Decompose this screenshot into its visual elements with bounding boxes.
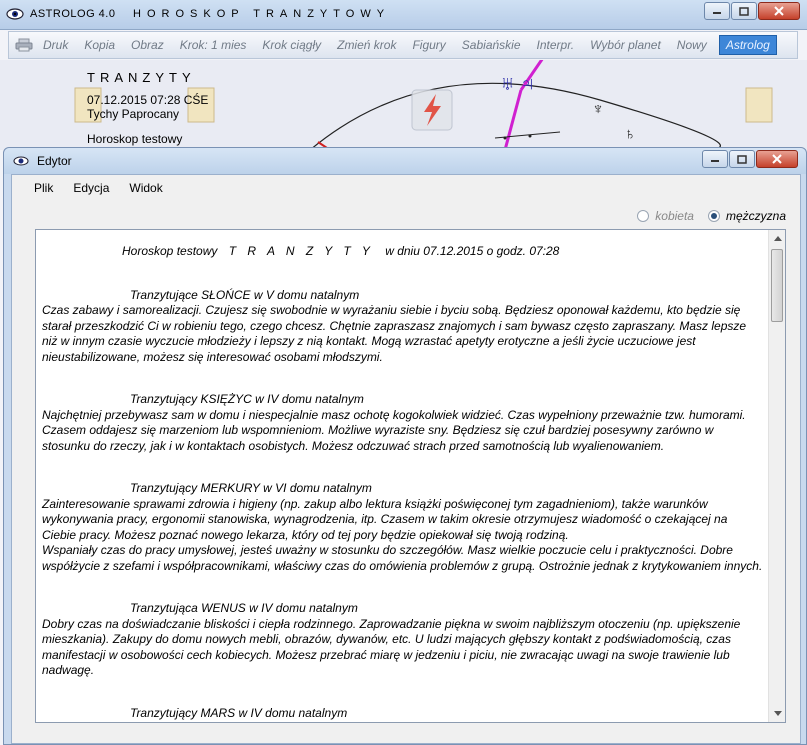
menu-widok[interactable]: Widok [129, 181, 163, 195]
vertical-scrollbar[interactable] [768, 230, 785, 722]
section-title: Tranzytujący MARS w IV domu natalnym [130, 705, 348, 720]
saturn-symbol-icon: ♄ [624, 126, 636, 143]
toolbar-druk[interactable]: Druk [43, 38, 69, 52]
printer-icon[interactable] [15, 38, 33, 52]
main-caption-buttons [703, 2, 800, 20]
main-toolbar [8, 31, 798, 59]
neptune-symbol-icon: ♆ [592, 101, 604, 118]
section-title: Tranzytujący KSIĘŻYC w IV domu natalnym [130, 392, 364, 406]
minimize-icon [712, 7, 722, 15]
interpretation-text [42, 244, 764, 723]
chart-name: Horoskop testowy [87, 132, 183, 146]
radio-mezczyzna-label[interactable]: mężczyzna [725, 209, 786, 223]
main-window-titlebar [0, 0, 807, 30]
toolbar-obraz[interactable]: Obraz [131, 38, 164, 52]
horoscope-chart-area [0, 60, 807, 150]
section-moon [42, 392, 764, 454]
scrollbar-thumb[interactable] [771, 249, 783, 322]
toolbar-sabianskie[interactable]: Sabiańskie [461, 38, 521, 52]
section-paragraph: Wspaniały czas do pracy umysłowej, jesteś uważny w stosunku do szczegółów. Masz wielkie poczucie celu i praktyczności. Dobre współżycie z szefami i współpracownikami, właściwy czas do omówienia problemów z grupą. Ostrożnie jednak z krytykowaniem innych. [42, 543, 763, 573]
editor-maximize-button[interactable] [729, 150, 755, 168]
section-paragraph: Czas zabawy i samorealizacji. Czujesz się swobodnie w wyrażaniu siebie i byciu sobą. Będziesz oponował każdemu, kto będzie się starał przeszkodzić Ci w robieniu tego, czego chcesz. Chętnie zapraszasz znajomych i sam bywasz często zapraszany. Masz lepsze niż w innym czasie wyczucie młodzieży i lepszy z nią kontakt. Mogą wzrastać apetyty erotyczne a jeśli życie uczuciowe jest nieustabilizowane, możesz się interesować osobami młodszymi. [42, 303, 747, 364]
editor-close-button[interactable] [756, 150, 798, 168]
maximize-icon [739, 7, 749, 16]
app-name: ASTROLOG 4.0 [30, 8, 116, 20]
toolbar-nowy[interactable]: Nowy [676, 38, 707, 52]
minimize-icon [710, 155, 720, 163]
minimize-button[interactable] [704, 2, 730, 20]
radio-kobieta[interactable] [637, 210, 649, 222]
section-paragraph: Najchętniej przebywasz sam w domu i niespecjalnie masz ochotę kogokolwiek widzieć. Czas wypełniony przeważnie tzw. humorami. Czasem oddajesz się marzeniom lub wspomnieniom. Możliwe wyraziste sny. Będziesz się czuł bardziej posesywny zarówno w stosunku do rzeczy, jak i w kontaktach osobistych. Możesz odczuwać strach przed samotnością lub wyalienowaniem. [42, 407, 746, 453]
uranus-symbol-icon: ♅ [500, 73, 515, 95]
section-mercury [42, 481, 764, 574]
chart-place: Tychy Paprocany [87, 107, 180, 121]
interpretation-textarea[interactable] [35, 229, 786, 723]
editor-window [3, 147, 807, 745]
section-paragraph: Dobry czas na doświadczanie bliskości i ciepła rodzinnego. Zaprowadzanie piękna w swoim najbliższym otoczeniu (np. upiększenie mieszkania). Zakupy do domu nowych mebli, obrazów, dywanów, etc. U ludzi mających głębszy kontakt z podświadomością, czas manifestacji w osobowości cech kobiecych. Możesz przebrać miarę w jedzeniu i piciu, nie zwracając uwagi na swoje trawienie lub nadwagę. [42, 616, 741, 677]
menu-edycja[interactable]: Edycja [73, 181, 110, 195]
main-window-title [30, 8, 390, 20]
maximize-button[interactable] [731, 2, 757, 20]
toolbar-krok[interactable]: Krok: 1 mies [179, 38, 247, 52]
toolbar-astrolog[interactable]: Astrolog [719, 35, 777, 55]
toolbar-krok-ciagly[interactable]: Krok ciągły [262, 38, 322, 52]
document-header [122, 244, 764, 260]
chevron-down-icon [774, 711, 782, 716]
window-heading: HOROSKOP TRANZYTOWY [133, 8, 391, 20]
jupiter-symbol-icon: ♃ [520, 73, 535, 95]
toolbar-figury[interactable]: Figury [412, 38, 446, 52]
scroll-down-button[interactable] [769, 705, 786, 722]
astrolog-eye-icon [6, 8, 24, 20]
editor-caption-buttons [701, 150, 798, 168]
section-sun [42, 288, 764, 366]
gender-radio-group [623, 209, 786, 223]
editor-title: Edytor [37, 154, 72, 168]
header-name: Horoskop testowy [122, 244, 218, 258]
toolbar-kopia[interactable]: Kopia [84, 38, 116, 52]
header-date: w dniu 07.12.2015 o godz. 07:28 [385, 244, 560, 258]
close-button[interactable] [758, 2, 800, 20]
scroll-up-button[interactable] [769, 230, 786, 247]
close-icon [774, 6, 784, 16]
header-type: T R A N Z Y T Y [228, 244, 374, 258]
chart-title: TRANZYTY [87, 70, 196, 85]
menu-plik[interactable]: Plik [34, 181, 54, 195]
section-title: Tranzytujący MERKURY w VI domu natalnym [130, 481, 372, 495]
astrolog-eye-icon [13, 156, 29, 166]
radio-mezczyzna[interactable] [708, 210, 720, 222]
section-paragraph: Zainteresowanie sprawami zdrowia i higieny (np. zakup albo lektura książki poświęconej tym zagadnieniom), także warunków wykonywania pracy, ergonomii stanowiska, wynagrodzenia, itp. Czasem w takim okresie otrzymujesz wiadomość o czekającej na Ciebie pracy. Możesz poznać nowego lekarza, który od tej pory będzie opiekował się twoją rodziną. [42, 496, 728, 542]
toolbar-zmien-krok[interactable]: Zmień krok [337, 38, 397, 52]
chart-date: 07.12.2015 07:28 CŚE [87, 93, 209, 107]
section-title: Tranzytująca WENUS w IV domu natalnym [130, 601, 358, 615]
maximize-icon [737, 155, 747, 164]
editor-menubar [12, 175, 800, 201]
section-venus [42, 601, 764, 679]
folder-icon [744, 84, 774, 124]
toolbar-interpr[interactable]: Interpr. [536, 38, 575, 52]
editor-minimize-button[interactable] [702, 150, 728, 168]
flash-shortcut-icon [410, 88, 454, 132]
section-title: Tranzytujące SŁOŃCE w V domu natalnym [130, 287, 360, 302]
radio-kobieta-label[interactable]: kobieta [655, 209, 694, 223]
toolbar-wybor-planet[interactable]: Wybór planet [590, 38, 661, 52]
section-mars [42, 706, 764, 722]
editor-titlebar [4, 148, 806, 174]
chevron-up-icon [774, 236, 782, 241]
editor-body [11, 174, 801, 744]
close-icon [772, 154, 782, 164]
